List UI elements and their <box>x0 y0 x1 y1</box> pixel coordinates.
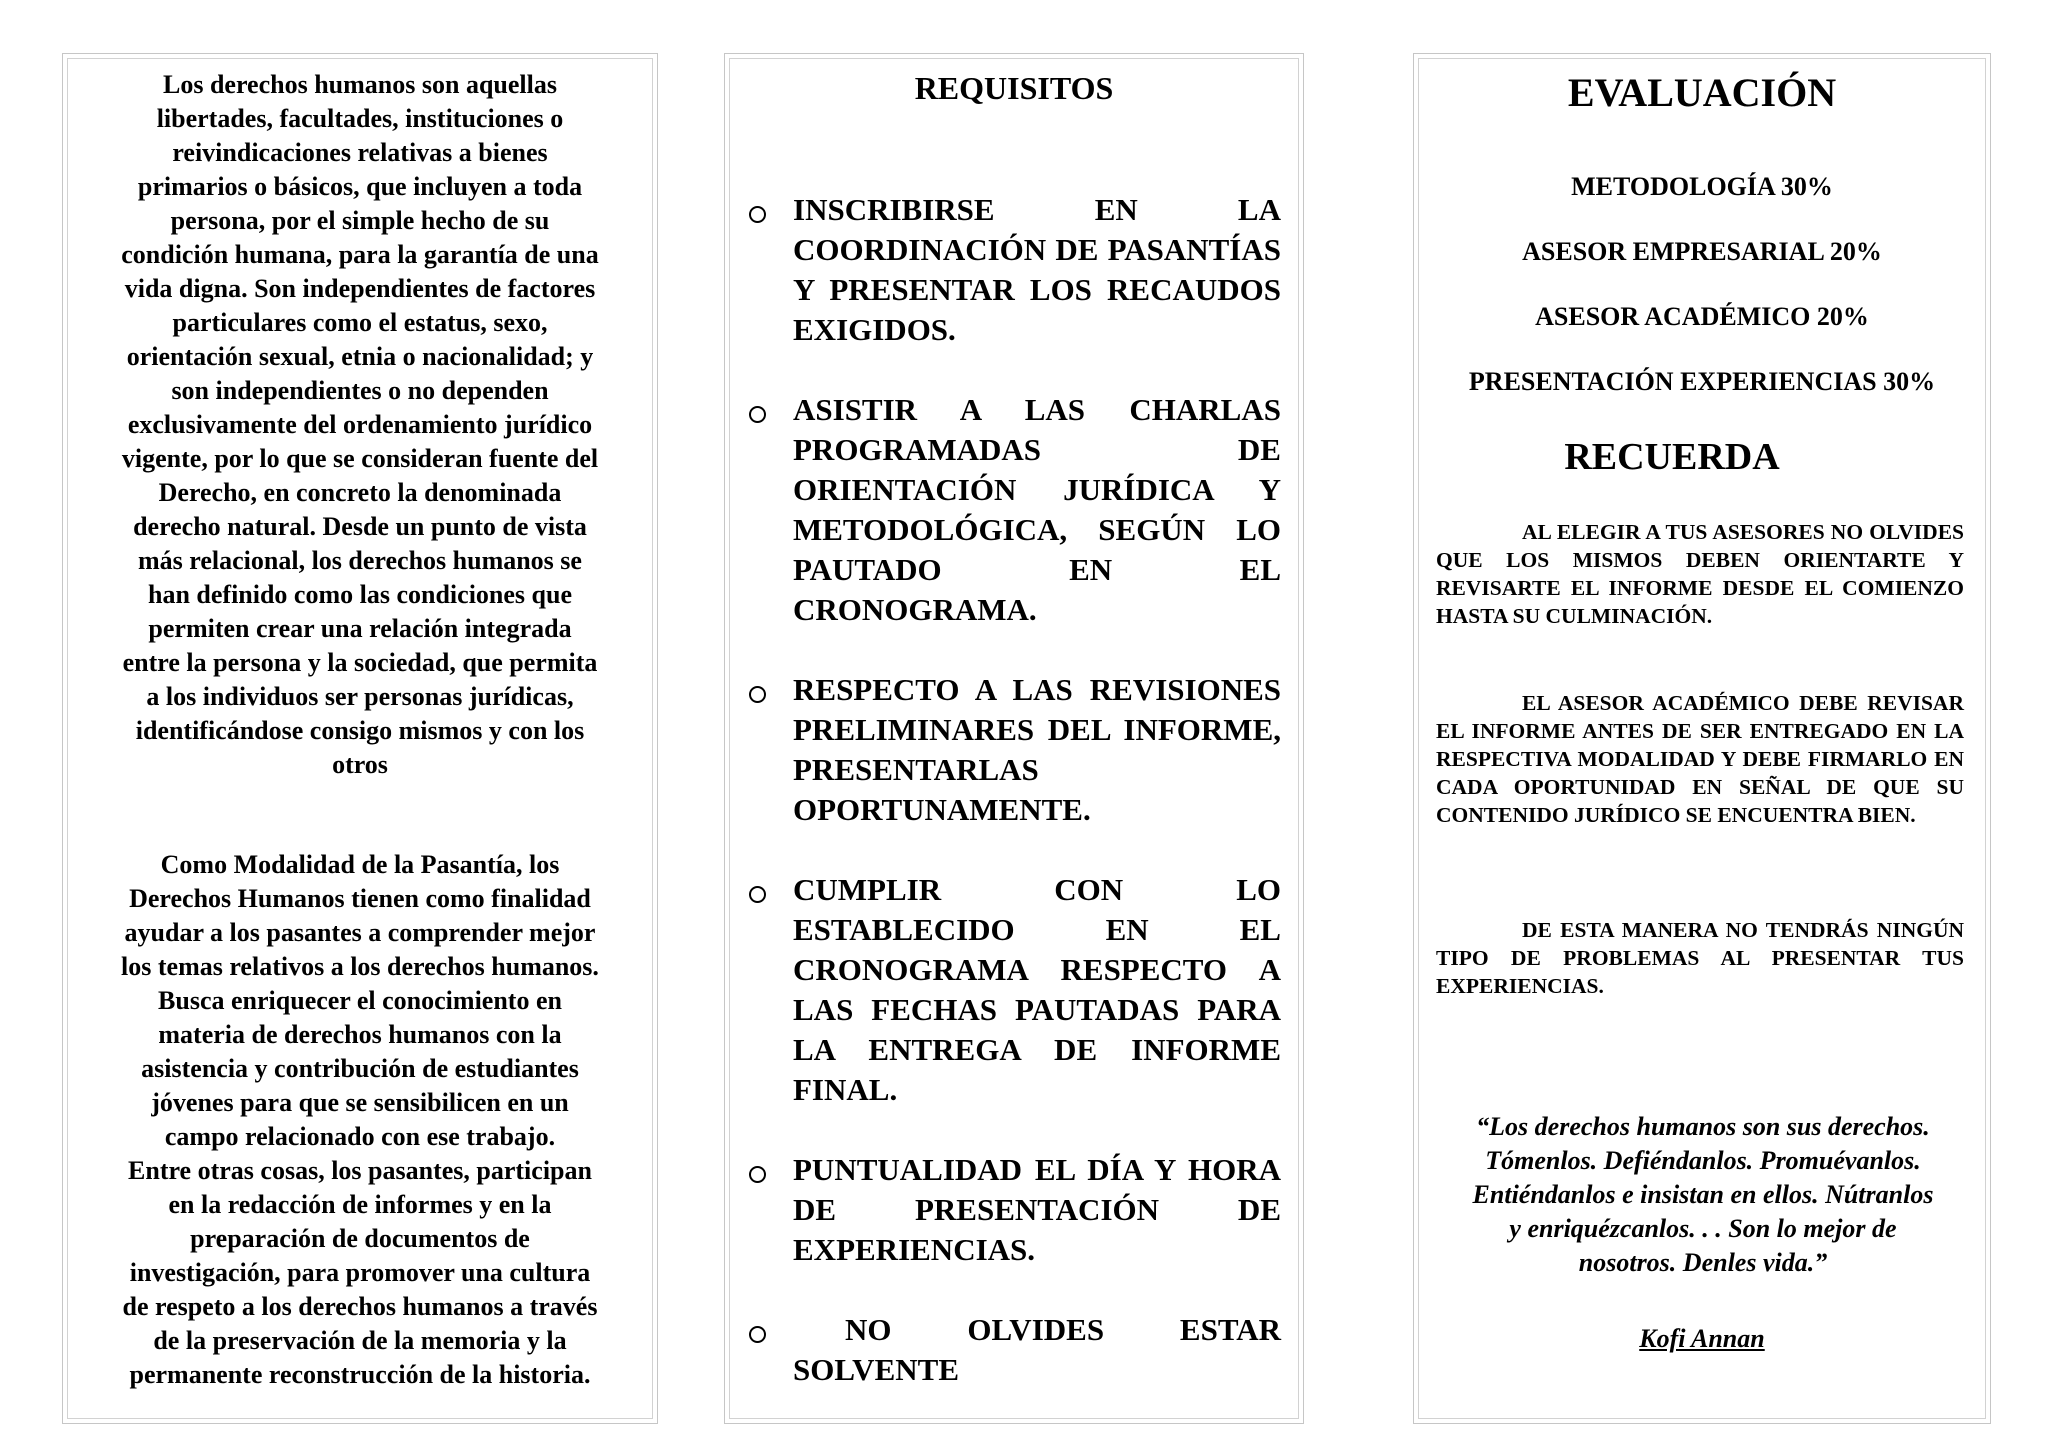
requirement-text: NO OLVIDES ESTAR SOLVENTE <box>793 1312 1281 1387</box>
requirement-item <box>749 870 1281 1110</box>
text-line: asistencia y contribución de estudiantes <box>141 1054 579 1083</box>
requirement-item <box>749 1310 1281 1390</box>
text-line: los temas relativos a los derechos humanos. <box>121 952 599 981</box>
evaluation-title: EVALUACIÓN <box>1567 70 1837 115</box>
text-line: campo relacionado con ese trabajo. <box>164 1122 556 1151</box>
circle-bullet-icon <box>749 686 766 703</box>
reminder-paragraph: EL ASESOR ACADÉMICO DEBE REVISAR EL INFORME ANTES DE SER ENTREGADO EN LA RESPECTIVA MODALIDAD Y DEBE FIRMARLO EN CADA OPORTUNIDAD EN SEÑAL DE QUE SU CONTENIDO JURÍDICO SE ENCUENTRA BIEN. <box>1436 691 1964 827</box>
requirement-text: ASISTIR A LAS CHARLAS PROGRAMADAS DE ORIENTACIÓN JURÍDICA Y METODOLÓGICA, SEGÚN LO PAUTADO EN EL CRONOGRAMA. <box>793 392 1281 627</box>
text-line: permanente reconstrucción de la historia. <box>129 1360 591 1389</box>
evaluation-panel <box>1413 53 1991 1424</box>
quote-line: “Los derechos humanos son sus derechos. <box>1476 1112 1930 1141</box>
requirements-title: REQUISITOS <box>914 70 1114 106</box>
text-line: de respeto a los derechos humanos a través <box>122 1292 598 1321</box>
remember-title: RECUERDA <box>1564 436 1780 478</box>
circle-bullet-icon <box>749 1326 766 1343</box>
text-line: en la redacción de informes y en la <box>168 1190 552 1219</box>
text-line: Derecho, en concreto la denominada <box>158 478 562 507</box>
text-line: vigente, por lo que se consideran fuente del <box>121 444 599 473</box>
text-line: primarios o básicos, que incluyen a toda <box>137 172 583 201</box>
intro-panel <box>62 53 658 1424</box>
reminder-paragraph: AL ELEGIR A TUS ASESORES NO OLVIDES QUE LOS MISMOS DEBEN ORIENTARTE Y REVISARTE EL INFORME DESDE EL COMIENZO HASTA SU CULMINACIÓN. <box>1436 520 1964 628</box>
text-line: orientación sexual, etnia o nacionalidad; y <box>126 342 594 371</box>
text-line: persona, por el simple hecho de su <box>170 206 550 235</box>
quote-author: Kofi Annan <box>1639 1324 1765 1353</box>
text-line: entre la persona y la sociedad, que permita <box>122 648 598 677</box>
requirement-text: INSCRIBIRSE EN LA COORDINACIÓN DE PASANTÍAS Y PRESENTAR LOS RECAUDOS EXIGIDOS. <box>793 192 1281 347</box>
requirement-item <box>749 190 1281 350</box>
requirement-item <box>749 390 1281 630</box>
text-line: Busca enriquecer el conocimiento en <box>158 986 562 1015</box>
reminder-paragraph: DE ESTA MANERA NO TENDRÁS NINGÚN TIPO DE PROBLEMAS AL PRESENTAR TUS EXPERIENCIAS. <box>1436 918 1964 998</box>
text-line: particulares como el estatus, sexo, <box>172 308 548 337</box>
evaluation-item-presentation: PRESENTACIÓN EXPERIENCIAS 30% <box>1468 367 1936 396</box>
text-line: reivindicaciones relativas a bienes <box>172 138 548 167</box>
text-line: son independientes o no dependen <box>171 376 549 405</box>
quote-line: Entiéndanlos e insistan en ellos. Nútranlos <box>1472 1180 1934 1209</box>
requirement-text: PUNTUALIDAD EL DÍA Y HORA DE PRESENTACIÓN DE EXPERIENCIAS. <box>793 1152 1281 1267</box>
requirements-list <box>749 190 1281 1424</box>
circle-bullet-icon <box>749 886 766 903</box>
text-line: jóvenes para que se sensibilicen en un <box>151 1088 569 1117</box>
text-line: permiten crear una relación integrada <box>148 614 572 643</box>
quote <box>1436 1110 1970 1280</box>
text-line: condición humana, para la garantía de una <box>121 240 599 269</box>
text-line: de la preservación de la memoria y la <box>153 1326 567 1355</box>
quote-line: Tómenlos. Defiéndanlos. Promuévanlos. <box>1485 1146 1921 1175</box>
text-line: otros <box>332 750 388 779</box>
evaluation-item-academic-advisor: ASESOR ACADÉMICO 20% <box>1535 302 1869 331</box>
requirement-item <box>749 1150 1281 1270</box>
text-line: investigación, para promover una cultura <box>129 1258 591 1287</box>
requirement-text: RESPECTO A LAS REVISIONES PRELIMINARES DEL INFORME, PRESENTARLAS OPORTUNAMENTE. <box>793 672 1281 827</box>
intro-paragraph-modality <box>85 848 635 1392</box>
quote-line: y enriquézcanlos. . . Son lo mejor de <box>1509 1214 1897 1243</box>
text-line: Entre otras cosas, los pasantes, participan <box>128 1156 592 1185</box>
text-line: libertades, facultades, instituciones o <box>156 104 564 133</box>
evaluation-item-business-advisor: ASESOR EMPRESARIAL 20% <box>1522 237 1882 266</box>
text-line: derecho natural. Desde un punto de vista <box>133 512 587 541</box>
text-line: materia de derechos humanos con la <box>158 1020 562 1049</box>
circle-bullet-icon <box>749 206 766 223</box>
intro-paragraph-definition <box>85 68 635 782</box>
text-line: exclusivamente del ordenamiento jurídico <box>127 410 593 439</box>
text-line: Los derechos humanos son aquellas <box>163 70 557 99</box>
circle-bullet-icon <box>749 1166 766 1183</box>
requirement-item <box>749 670 1281 830</box>
text-line: identificándose consigo mismos y con los <box>135 716 585 745</box>
quote-line: nosotros. Denles vida.” <box>1578 1248 1828 1277</box>
requirement-text: CUMPLIR CON LO ESTABLECIDO EN EL CRONOGRAMA RESPECTO A LAS FECHAS PAUTADAS PARA LA ENTREGA DE INFORME FINAL. <box>793 872 1281 1107</box>
circle-bullet-icon <box>749 406 766 423</box>
requirements-panel <box>724 53 1304 1424</box>
text-line: Derechos Humanos tienen como finalidad <box>129 884 591 913</box>
text-line: han definido como las condiciones que <box>147 580 572 609</box>
text-line: vida digna. Son independientes de factores <box>124 274 596 303</box>
text-line: Como Modalidad de la Pasantía, los <box>160 850 560 879</box>
text-line: preparación de documentos de <box>190 1224 530 1253</box>
text-line: más relacional, los derechos humanos se <box>138 546 582 575</box>
evaluation-item-methodology: METODOLOGÍA 30% <box>1571 172 1833 201</box>
text-line: ayudar a los pasantes a comprender mejor <box>124 918 596 947</box>
text-line: a los individuos ser personas jurídicas, <box>146 682 574 711</box>
